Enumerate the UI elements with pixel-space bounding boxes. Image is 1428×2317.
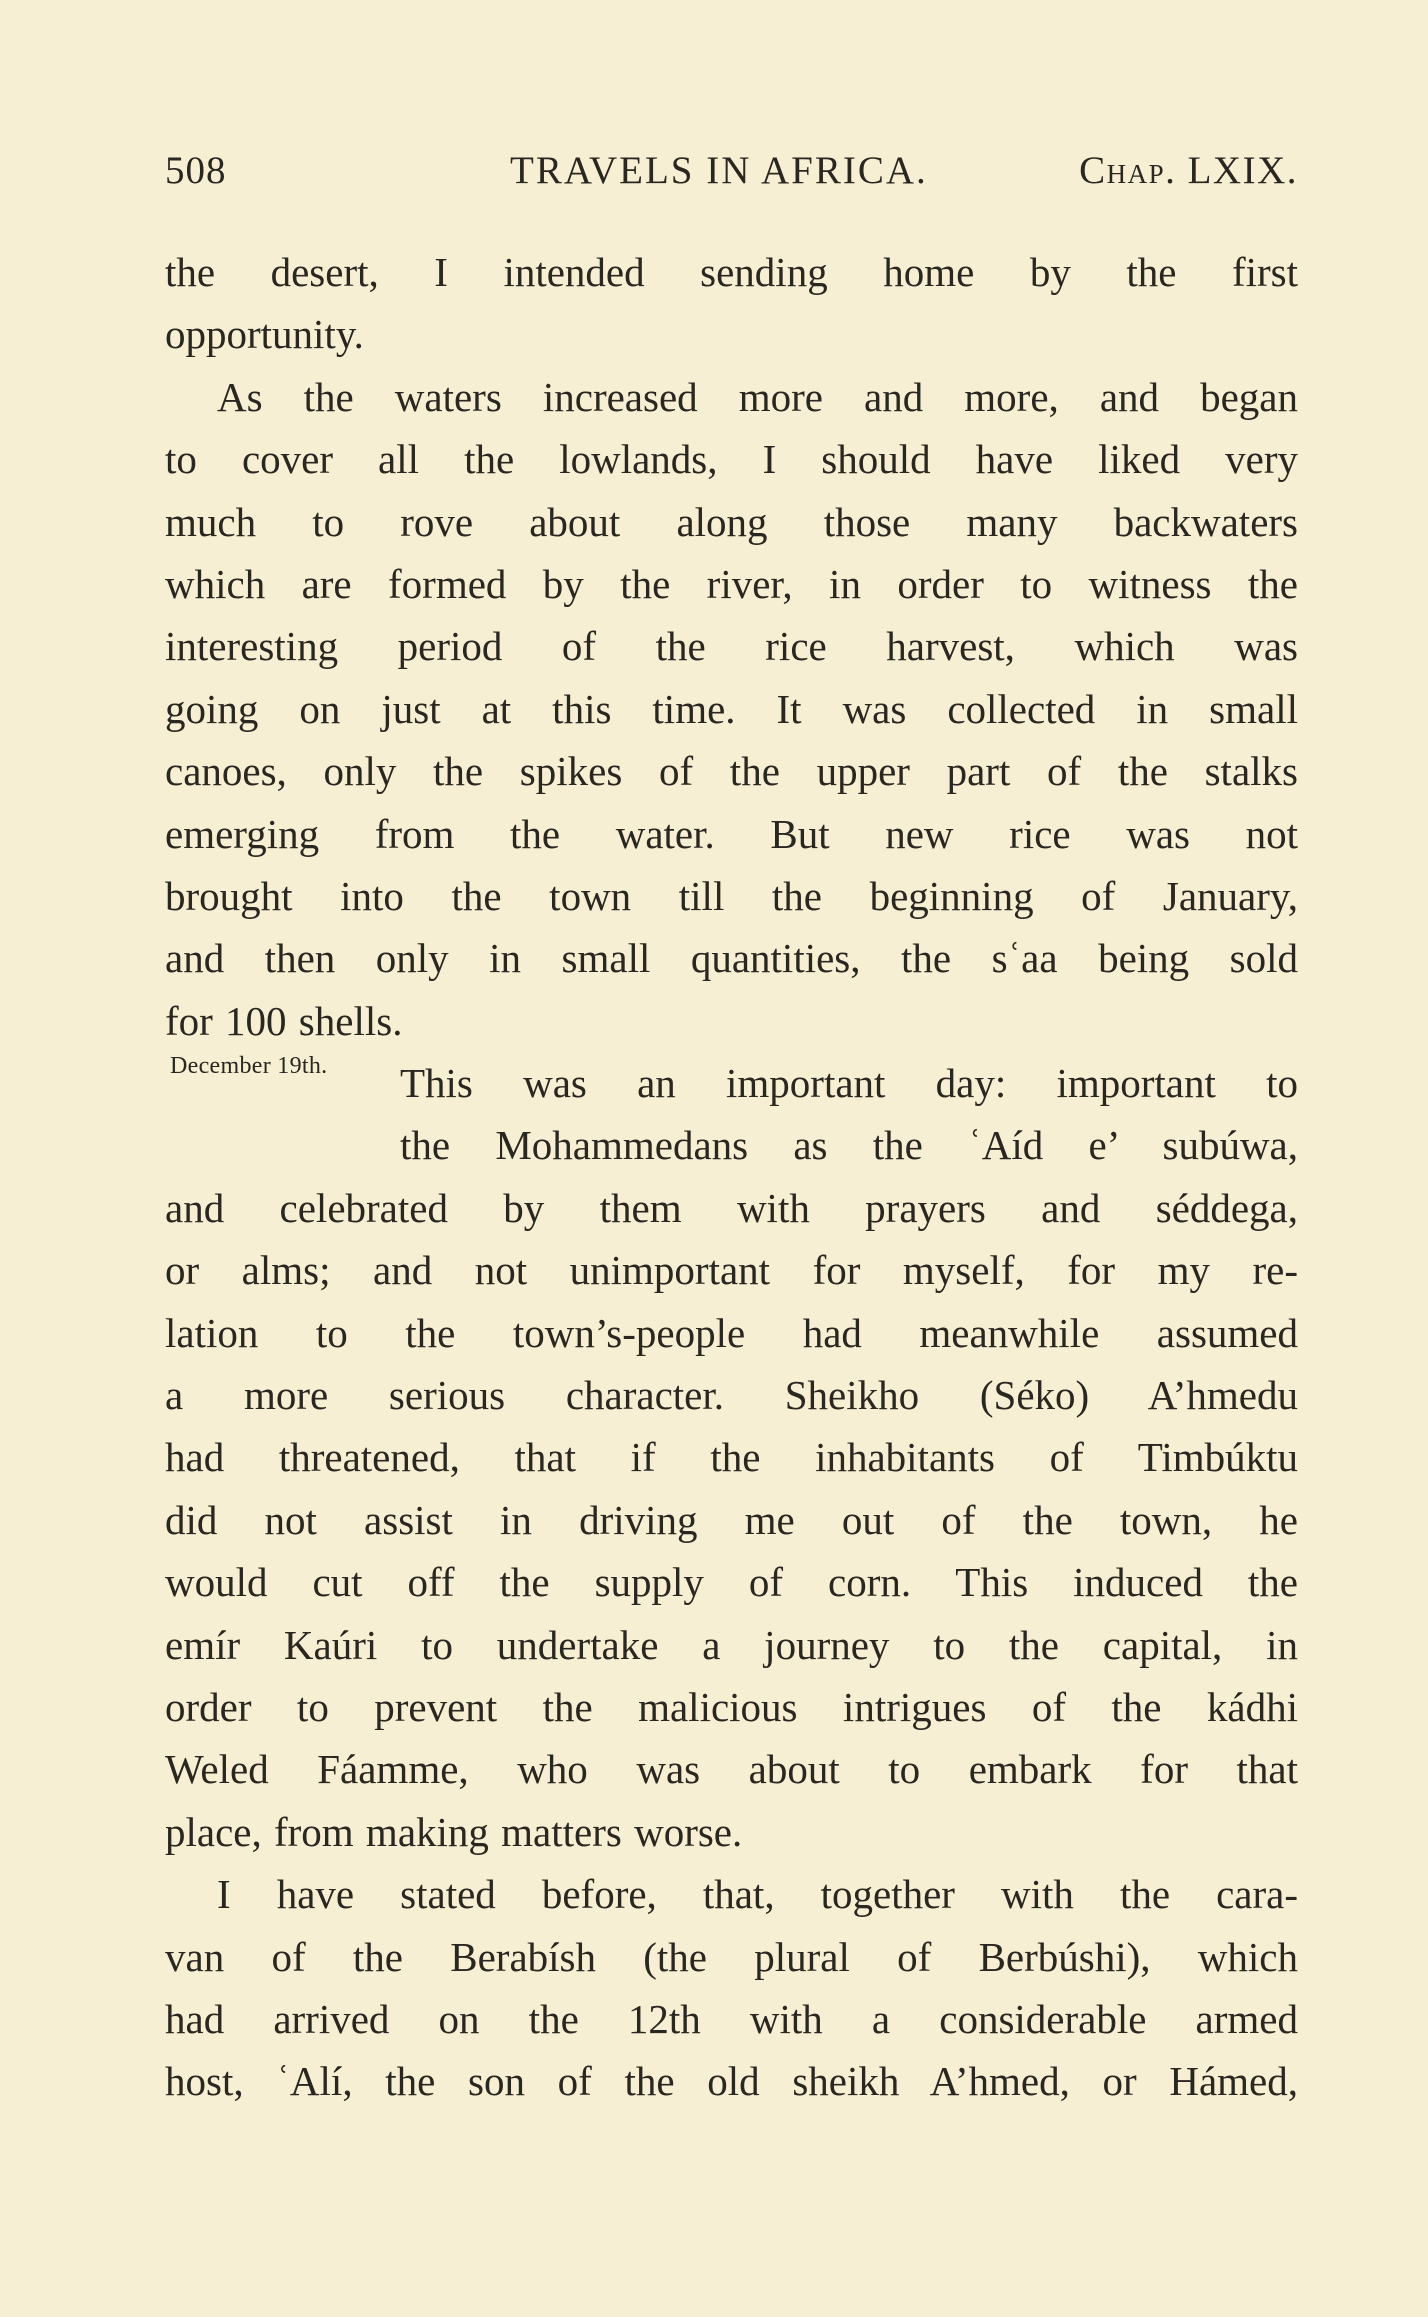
- text-line: lation to the town’s-people had meanwhile assumed: [165, 1309, 1298, 1356]
- margin-note-date: December 19th.: [170, 1053, 328, 1079]
- body-text: [165, 241, 1298, 2113]
- text-line: much to rove about along those many backwaters: [165, 498, 1298, 545]
- text-line: As the waters increased more and more, and began: [217, 373, 1298, 420]
- page-number: 508: [165, 149, 227, 192]
- text-line: the Mohammedans as the ʿAíd e’ subúwa,: [400, 1122, 1298, 1169]
- text-line: interesting period of the rice harvest, which was: [165, 623, 1298, 670]
- text-line: opportunity.: [165, 311, 364, 358]
- text-line: canoes, only the spikes of the upper part of the stalks: [165, 748, 1298, 795]
- text-line: This was an important day: important to: [400, 1060, 1298, 1107]
- text-line: emír Kaúri to undertake a journey to the capital, in: [165, 1621, 1298, 1668]
- text-line: had arrived on the 12th with a considerable armed: [165, 1995, 1298, 2042]
- text-line: had threatened, that if the inhabitants of Timbúktu: [165, 1434, 1298, 1481]
- text-line: and celebrated by them with prayers and séddega,: [165, 1184, 1298, 1231]
- text-line: brought into the town till the beginning of January,: [165, 872, 1298, 919]
- text-line: for 100 shells.: [165, 997, 403, 1044]
- text-line: and then only in small quantities, the sʿaa being sold: [165, 935, 1298, 982]
- text-line: did not assist in driving me out of the town, he: [165, 1496, 1298, 1543]
- book-title: TRAVELS IN AFRICA.: [510, 149, 928, 192]
- text-line: would cut off the supply of corn. This induced the: [165, 1559, 1298, 1606]
- text-line: going on just at this time. It was collected in small: [165, 685, 1298, 732]
- text-line: emerging from the water. But new rice was not: [165, 810, 1298, 857]
- text-line: a more serious character. Sheikho (Séko) A’hmedu: [165, 1372, 1298, 1419]
- text-line: to cover all the lowlands, I should have liked very: [165, 436, 1298, 483]
- text-line: order to prevent the malicious intrigues of the kádhi: [165, 1683, 1298, 1730]
- text-line: or alms; and not unimportant for myself, for my re-: [165, 1247, 1298, 1294]
- text-line: Weled Fáamme, who was about to embark for that: [165, 1746, 1298, 1793]
- text-line: place, from making matters worse.: [165, 1808, 743, 1855]
- text-line: the desert, I intended sending home by the first: [165, 249, 1298, 295]
- running-head: [165, 148, 1298, 198]
- text-line: which are formed by the river, in order to witness the: [165, 560, 1298, 607]
- chapter-reference: Chap. LXIX.: [1079, 149, 1298, 192]
- text-line: I have stated before, that, together with the cara-: [217, 1871, 1298, 1918]
- text-line: van of the Berabísh (the plural of Berbúshi), which: [165, 1933, 1298, 1980]
- text-line: host, ʿAlí, the son of the old sheikh A’hmed, or Hámed,: [165, 2058, 1298, 2105]
